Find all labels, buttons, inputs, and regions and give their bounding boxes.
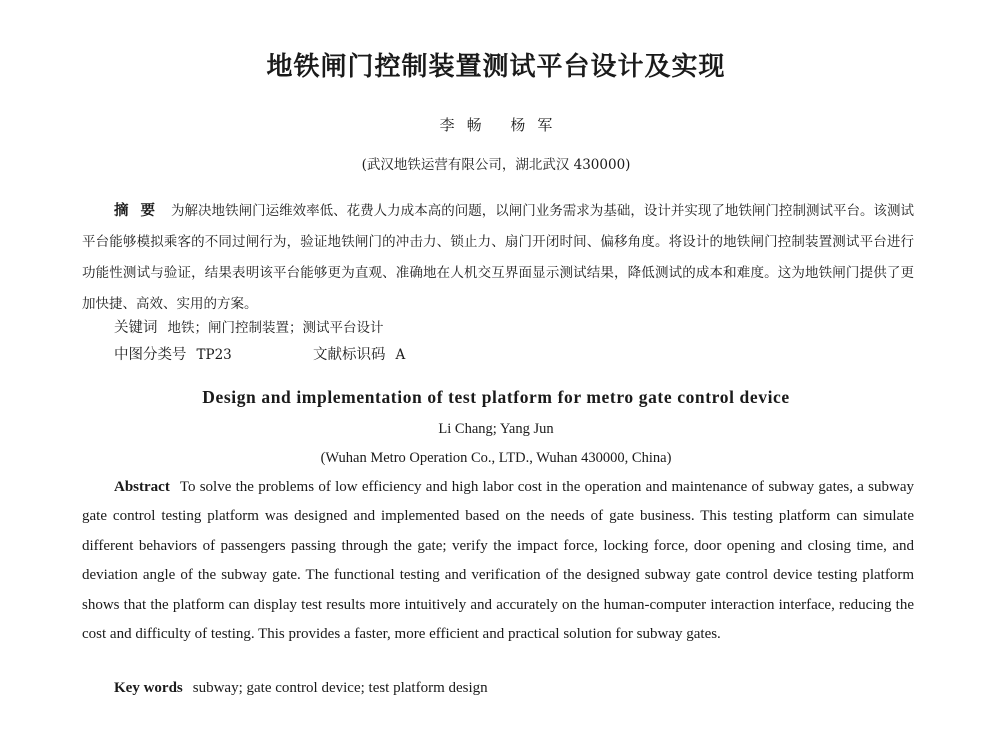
chinese-affiliation: (武汉地铁运营有限公司，湖北武汉 430000)	[361, 157, 631, 173]
english-abstract	[82, 473, 914, 649]
chinese-abstract-text: 为解决地铁闸门运维效率低、花费人力成本高的问题，以闸门业务需求为基础，设计并实现了地铁闸门控制测试平台。该测试平台能够模拟乘客的不同过闸行为，验证地铁闸门的冲击力、锁止力、扇门开闭时间、偏移角度。将设计的地铁闸门控制装置测试平台进行功能性测试与验证，结果表明该平台能够更为直观、准确地在人机交互界面显示测试结果，降低测试的成本和难度。这为地铁闸门提供了更加快捷、高效、实用的方案。	[82, 203, 915, 312]
chinese-abstract-label: 摘要	[114, 203, 168, 219]
document-code-label: 文献标识码	[313, 347, 386, 363]
chinese-keywords-label: 关键词	[114, 320, 158, 336]
english-keywords	[114, 680, 488, 697]
clc-label: 中图分类号	[114, 347, 187, 363]
chinese-keywords-text: 地铁；闸门控制装置；测试平台设计	[167, 320, 384, 336]
document-code	[313, 343, 405, 364]
document-code-value: A	[395, 347, 406, 363]
english-keywords-text: subway; gate control device; test platform design	[192, 680, 488, 696]
english-abstract-text: To solve the problems of low efficiency and high labor cost in the operation and maintenance of subway gates, a subway gate control testing platform was designed and implemented based on the needs of gate business. This testing platform can simulate different behaviors of passengers passing through the gate; verify the impact force, locking force, door opening and closing time, and deviation angle of the subway gate. The functional testing and verification of the designed subway gate control device testing platform shows that the platform can display test results more intuitively and accurately on the human-computer interaction interface, reducing the cost and difficulty of testing. This provides a faster, more efficient and practical solution for subway gates.	[82, 479, 914, 643]
english-title: Design and implementation of test platform for metro gate control device	[202, 387, 790, 407]
clc-value: TP23	[196, 347, 232, 363]
chinese-abstract	[82, 196, 914, 320]
chinese-authors: 李畅 杨军	[439, 116, 565, 134]
english-abstract-label: Abstract	[114, 479, 170, 495]
english-affiliation: (Wuhan Metro Operation Co., LTD., Wuhan 430000, China)	[320, 450, 672, 466]
clc-number	[114, 343, 232, 364]
english-authors: Li Chang; Yang Jun	[438, 421, 554, 437]
chinese-keywords	[114, 316, 384, 337]
chinese-title: 地铁闸门控制装置测试平台设计及实现	[266, 52, 726, 82]
english-keywords-label: Key words	[114, 680, 183, 696]
